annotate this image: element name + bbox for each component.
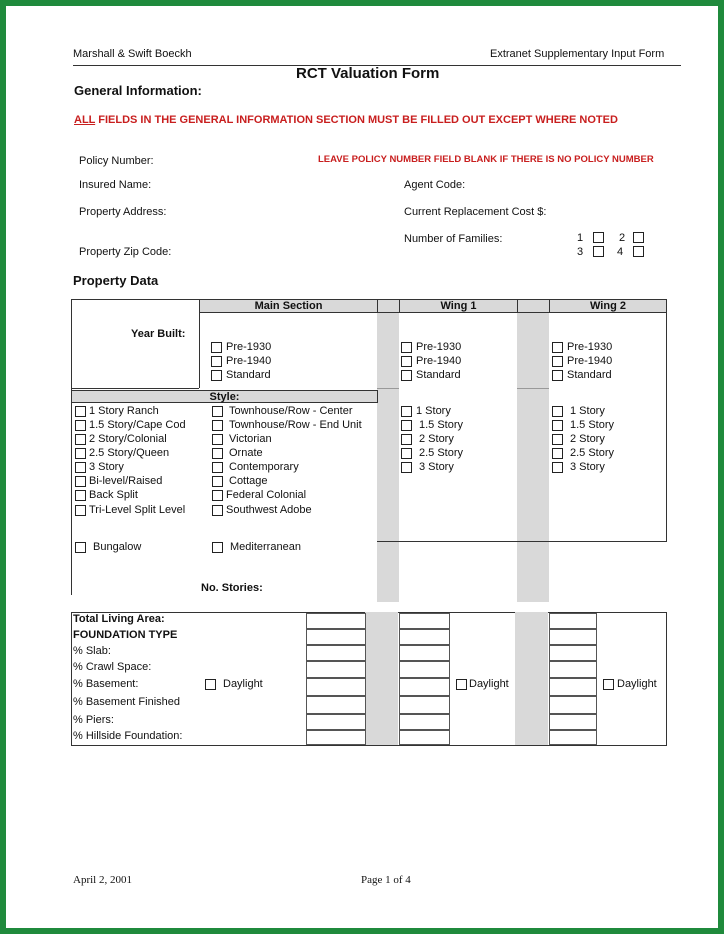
foundation-left-border — [71, 612, 72, 746]
wing2-pre1940-label: Pre-1940 — [567, 355, 613, 367]
grid-top-border — [71, 299, 199, 300]
agent-code-label: Agent Code: — [404, 179, 466, 191]
wing1-standard-label: Standard — [416, 369, 461, 381]
number-of-families-label: Number of Families: — [404, 233, 503, 245]
foundation-gap-1 — [365, 612, 398, 745]
basement-label: % Basement: — [73, 678, 139, 690]
family-2-checkbox[interactable] — [633, 232, 644, 243]
wing2-basement-input[interactable] — [549, 678, 597, 696]
wing1-pre1930-label: Pre-1930 — [416, 341, 462, 353]
wing2-1-5story-checkbox[interactable] — [552, 420, 563, 431]
wing1-2story-checkbox[interactable] — [401, 434, 412, 445]
company-name: Marshall & Swift Boeckh — [73, 48, 192, 60]
wing1-foundation-type-input[interactable] — [399, 629, 450, 645]
wing2-crawl-space-input[interactable] — [549, 661, 597, 678]
wing2-total-living-area-input[interactable] — [549, 613, 597, 629]
wing2-hillside-input[interactable] — [549, 730, 597, 745]
main-pre1930-checkbox[interactable] — [211, 342, 222, 353]
piers-label: % Piers: — [73, 714, 114, 726]
wing1-1story-checkbox[interactable] — [401, 406, 412, 417]
style-trilevel-label: Tri-Level Split Level — [89, 504, 186, 516]
style-cottage-label: Cottage — [229, 475, 268, 487]
wing2-3story-label: 3 Story — [570, 461, 605, 473]
style-mediterranean-label: Mediterranean — [230, 541, 301, 553]
wing2-pre1930-checkbox[interactable] — [552, 342, 563, 353]
wing1-3story-label: 3 Story — [419, 461, 454, 473]
wing1-basement-input[interactable] — [399, 678, 450, 696]
main-foundation-type-input[interactable] — [306, 629, 366, 645]
wing2-basement-finished-input[interactable] — [549, 696, 597, 714]
wing2-standard-label: Standard — [567, 369, 612, 381]
foundation-bottom-border — [71, 745, 667, 746]
style-3story-checkbox[interactable] — [75, 462, 86, 473]
foundation-type-label: FOUNDATION TYPE — [73, 629, 178, 641]
wing1-standard-checkbox[interactable] — [401, 370, 412, 381]
wing1-hillside-input[interactable] — [399, 730, 450, 745]
style-bilevel-label: Bi-level/Raised — [89, 475, 163, 487]
replacement-cost-label: Current Replacement Cost $: — [404, 206, 547, 218]
style-contemporary-label: Contemporary — [229, 461, 299, 473]
zip-code-label: Property Zip Code: — [79, 246, 172, 258]
col-wing1: Wing 1 — [399, 299, 518, 313]
year-divider — [199, 312, 200, 388]
wing2-slab-input[interactable] — [549, 645, 597, 661]
style-ornate-label: Ornate — [229, 447, 263, 459]
style-southwest-adobe-checkbox[interactable] — [212, 505, 223, 516]
family-1-checkbox[interactable] — [593, 232, 604, 243]
gap-tick-1 — [377, 388, 399, 389]
style-queen-label: 2.5 Story/Queen — [89, 447, 170, 459]
insured-name-label: Insured Name: — [79, 179, 152, 191]
style-3story-label: 3 Story — [89, 461, 124, 473]
wing1-3story-checkbox[interactable] — [401, 462, 412, 473]
wing1-daylight-label: Daylight — [469, 678, 509, 690]
style-ornate-checkbox[interactable] — [212, 448, 223, 459]
wing2-1-5story-label: 1.5 Story — [570, 419, 615, 431]
wing1-daylight-checkbox[interactable] — [456, 679, 467, 690]
col-wing2: Wing 2 — [549, 299, 667, 313]
style-colonial-checkbox[interactable] — [75, 434, 86, 445]
general-notice — [74, 114, 618, 126]
wing1-pre1940-label: Pre-1940 — [416, 355, 462, 367]
wing1-1-5story-checkbox[interactable] — [401, 420, 412, 431]
wing1-2-5story-label: 2.5 Story — [419, 447, 464, 459]
main-piers-input[interactable] — [306, 714, 366, 730]
family-2-label: 2 — [619, 232, 626, 244]
wing1-2-5story-checkbox[interactable] — [401, 448, 412, 459]
main-pre1930-label: Pre-1930 — [226, 341, 272, 353]
wing2-3story-checkbox[interactable] — [552, 462, 563, 473]
wing2-daylight-label: Daylight — [617, 678, 657, 690]
wing2-2story-checkbox[interactable] — [552, 434, 563, 445]
family-4-checkbox[interactable] — [633, 246, 644, 257]
wing1-basement-finished-input[interactable] — [399, 696, 450, 714]
wing2-standard-checkbox[interactable] — [552, 370, 563, 381]
wing2-2-5story-checkbox[interactable] — [552, 448, 563, 459]
form-type: Extranet Supplementary Input Form — [490, 48, 665, 60]
wing1-piers-input[interactable] — [399, 714, 450, 730]
style-1story-ranch-checkbox[interactable] — [75, 406, 86, 417]
style-1story-ranch-label: 1 Story Ranch — [89, 405, 159, 417]
total-living-area-label: Total Living Area: — [73, 613, 165, 625]
style-townhouse-center-label: Townhouse/Row - Center — [229, 405, 353, 417]
main-basement-input[interactable] — [306, 678, 366, 696]
style-trilevel-checkbox[interactable] — [75, 505, 86, 516]
style-backsplit-label: Back Split — [89, 489, 138, 501]
style-bilevel-checkbox[interactable] — [75, 476, 86, 487]
main-slab-input[interactable] — [306, 645, 366, 661]
main-total-living-area-input[interactable] — [306, 613, 366, 629]
style-mediterranean-checkbox[interactable] — [212, 542, 223, 553]
page-title: RCT Valuation Form — [296, 65, 440, 82]
family-1-label: 1 — [577, 232, 584, 244]
style-southwest-adobe-label: Southwest Adobe — [226, 504, 312, 516]
style-cape-cod-checkbox[interactable] — [75, 420, 86, 431]
general-heading: General Information: — [74, 83, 202, 98]
style-townhouse-end-label: Townhouse/Row - End Unit — [229, 419, 362, 431]
wing2-foundation-type-input[interactable] — [549, 629, 597, 645]
main-standard-label: Standard — [226, 369, 271, 381]
family-3-label: 3 — [577, 246, 584, 258]
style-cottage-checkbox[interactable] — [212, 476, 223, 487]
wing2-2-5story-label: 2.5 Story — [570, 447, 615, 459]
wing1-1story-label: 1 Story — [416, 405, 451, 417]
col-gap-header-1 — [377, 299, 400, 313]
grid-right-border — [666, 312, 667, 542]
foundation-gap-2 — [515, 612, 548, 745]
wing2-pre1930-label: Pre-1930 — [567, 341, 613, 353]
style-header: Style: — [71, 390, 378, 403]
wing1-1-5story-label: 1.5 Story — [419, 419, 464, 431]
main-hillside-input[interactable] — [306, 730, 366, 745]
wing1-2story-label: 2 Story — [419, 433, 454, 445]
slab-label: % Slab: — [73, 645, 111, 657]
style-bungalow-label: Bungalow — [93, 541, 142, 553]
style-federal-colonial-checkbox[interactable] — [212, 490, 223, 501]
year-row-border — [71, 388, 199, 389]
col-main-section: Main Section — [199, 299, 378, 313]
wing2-2story-label: 2 Story — [570, 433, 605, 445]
style-federal-colonial-label: Federal Colonial — [226, 489, 307, 501]
style-townhouse-center-checkbox[interactable] — [212, 406, 223, 417]
wing1-pre1930-checkbox[interactable] — [401, 342, 412, 353]
gap-tick-2 — [517, 388, 549, 389]
wing1-pre1940-checkbox[interactable] — [401, 356, 412, 367]
wing2-1story-label: 1 Story — [570, 405, 605, 417]
main-daylight-label: Daylight — [223, 678, 263, 690]
gap-column-1 — [377, 312, 399, 602]
policy-number-note: LEAVE POLICY NUMBER FIELD BLANK IF THERE IS NO POLICY NUMBER — [318, 154, 654, 165]
form-page — [6, 6, 718, 928]
foundation-right-border — [666, 612, 667, 746]
wing-bottom-border — [377, 541, 667, 542]
notice-all: ALL — [74, 114, 96, 126]
style-contemporary-checkbox[interactable] — [212, 462, 223, 473]
wing2-daylight-checkbox[interactable] — [603, 679, 614, 690]
style-backsplit-checkbox[interactable] — [75, 490, 86, 501]
wing1-crawl-space-input[interactable] — [399, 661, 450, 678]
main-basement-finished-input[interactable] — [306, 696, 366, 714]
col-gap-header-2 — [517, 299, 550, 313]
notice-text: FIELDS IN THE GENERAL INFORMATION SECTION MUST BE FILLED OUT EXCEPT WHERE NOTED — [95, 114, 618, 126]
main-pre1940-label: Pre-1940 — [226, 355, 272, 367]
grid-left-border — [71, 299, 72, 595]
family-4-label: 4 — [617, 246, 624, 258]
crawl-space-label: % Crawl Space: — [73, 661, 152, 673]
property-heading: Property Data — [73, 273, 159, 288]
year-built-label: Year Built: — [131, 328, 186, 340]
wing2-piers-input[interactable] — [549, 714, 597, 730]
style-cape-cod-label: 1.5 Story/Cape Cod — [89, 419, 186, 431]
footer-date: April 2, 2001 — [73, 874, 132, 886]
wing1-slab-input[interactable] — [399, 645, 450, 661]
property-address-label: Property Address: — [79, 206, 167, 218]
family-3-checkbox[interactable] — [593, 246, 604, 257]
footer-page-number: Page 1 of 4 — [361, 874, 411, 886]
style-bungalow-checkbox[interactable] — [75, 542, 86, 553]
main-pre1940-checkbox[interactable] — [211, 356, 222, 367]
main-standard-checkbox[interactable] — [211, 370, 222, 381]
main-daylight-checkbox[interactable] — [205, 679, 216, 690]
basement-finished-label: % Basement Finished — [73, 696, 180, 708]
wing1-total-living-area-input[interactable] — [399, 613, 450, 629]
gap-column-2 — [517, 312, 549, 602]
style-victorian-label: Victorian — [229, 433, 272, 445]
no-stories-label: No. Stories: — [201, 582, 263, 594]
main-crawl-space-input[interactable] — [306, 661, 366, 678]
hillside-label: % Hillside Foundation: — [73, 730, 183, 742]
style-victorian-checkbox[interactable] — [212, 434, 223, 445]
style-townhouse-end-checkbox[interactable] — [212, 420, 223, 431]
style-colonial-label: 2 Story/Colonial — [89, 433, 167, 445]
wing2-1story-checkbox[interactable] — [552, 406, 563, 417]
wing2-pre1940-checkbox[interactable] — [552, 356, 563, 367]
style-queen-checkbox[interactable] — [75, 448, 86, 459]
policy-number-label: Policy Number: — [79, 155, 154, 167]
